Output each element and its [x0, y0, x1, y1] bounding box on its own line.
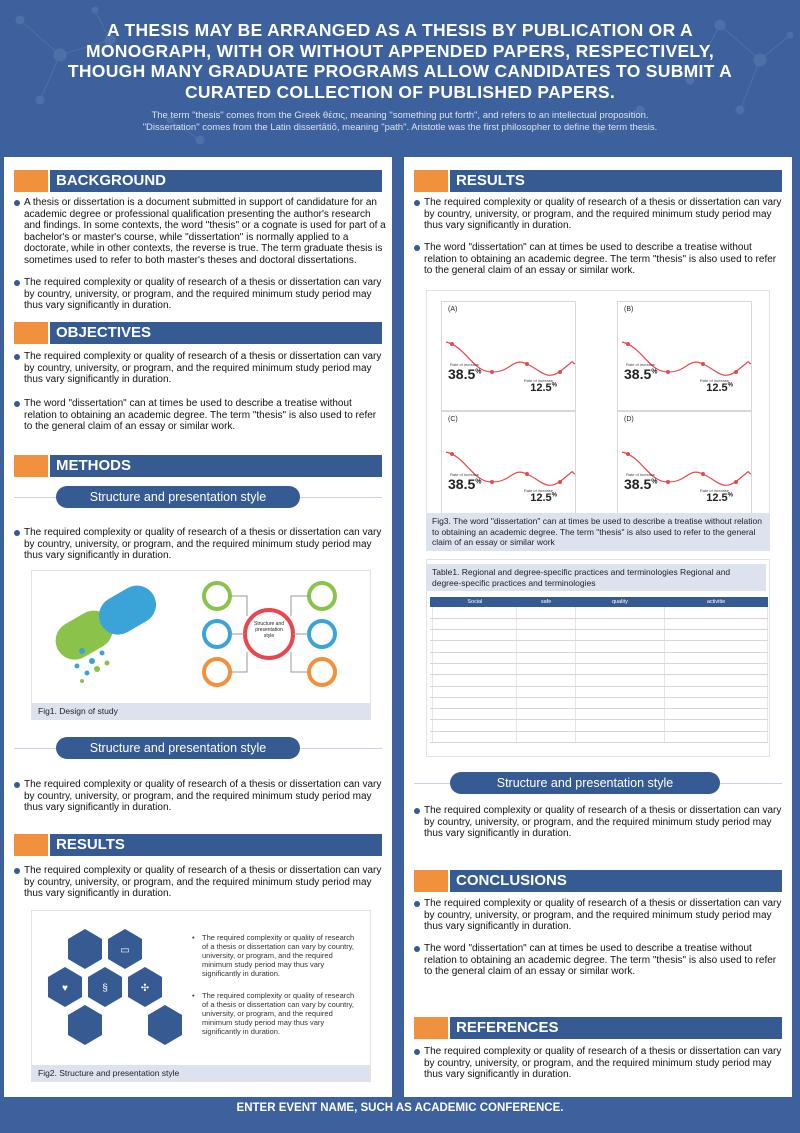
figure-2-caption: Fig2. Structure and presentation style — [32, 1065, 370, 1082]
rate-value-small: 12.5% — [706, 382, 733, 394]
table-cell — [575, 663, 664, 674]
capsule-diagram — [32, 571, 370, 691]
rate-value-large: 38.5% — [624, 476, 658, 492]
table-cell — [575, 697, 664, 708]
table-row — [430, 731, 768, 742]
panel-label: (D) — [624, 416, 634, 423]
table-cell — [665, 607, 768, 618]
panel-label: (C) — [448, 416, 458, 423]
table-cell — [665, 630, 768, 641]
rate-label: Rate of increase — [450, 472, 480, 477]
table-cell — [433, 720, 517, 731]
rate-label: Rate of increase — [450, 362, 480, 367]
rate-value-small: 12.5% — [530, 382, 557, 394]
poster-subtitle — [0, 110, 800, 133]
table-row — [430, 652, 768, 663]
table-row — [430, 618, 768, 629]
pill-icon: ▭ — [120, 945, 130, 956]
results-right-paragraph-3: The required complexity or quality of research of a thesis or dissertation can vary by country, university, or program, and the required minimum study period may thus vary significantly in duration. — [414, 805, 786, 840]
table-cell — [665, 697, 768, 708]
table-cell — [433, 663, 517, 674]
rate-value-large: 38.5% — [448, 476, 482, 492]
figure-2-bullet-2: • The required complexity or quality of research of a thesis or dissertation can vary by country, university, or program, and the required minimum study period may thus vary significantly in duration. — [192, 991, 362, 1036]
table-cell — [517, 675, 575, 686]
table-row — [430, 675, 768, 686]
table-cell — [665, 686, 768, 697]
table-cell — [517, 731, 575, 742]
table-row — [430, 720, 768, 731]
table-cell — [575, 675, 664, 686]
references-heading: REFERENCES — [414, 1017, 782, 1039]
rate-value-large: 38.5% — [624, 366, 658, 382]
conclusions-heading: CONCLUSIONS — [414, 870, 782, 892]
chart-panel — [617, 411, 752, 521]
table-header-cell: safe — [517, 597, 575, 607]
background-heading: BACKGROUND — [14, 170, 382, 192]
right-column — [404, 157, 792, 1097]
methods-heading: METHODS — [14, 455, 382, 477]
table-cell — [433, 618, 517, 629]
results-heading-left: RESULTS — [14, 834, 382, 856]
subtitle-line-2: "Dissertation" comes from the Latin dissertātiō, meaning "path". Aristotle was the first philosopher to define the term thesis. — [142, 121, 658, 133]
methods-paragraph-1: The required complexity or quality of research of a thesis or dissertation can vary by country, university, or program, and the required minimum study period may thus vary significantly in duration. — [14, 527, 386, 562]
left-column — [4, 157, 392, 1097]
table-cell — [517, 709, 575, 720]
table-row — [430, 663, 768, 674]
table-cell — [665, 675, 768, 686]
table-row — [430, 686, 768, 697]
table-cell — [517, 686, 575, 697]
table-cell — [517, 630, 575, 641]
table-header-cell: quality — [575, 597, 664, 607]
subtitle-line-1: The term "thesis" comes from the Greek θέσις, meaning "something put forth", and refers to an intellectual proposition. — [151, 110, 649, 121]
conclusions-paragraph-1: The required complexity or quality of research of a thesis or dissertation can vary by country, university, or program, and the required minimum study period may thus vary significantly in duration. — [414, 898, 786, 933]
rate-value-small: 12.5% — [530, 492, 557, 504]
table-cell — [575, 652, 664, 663]
table-cell — [517, 618, 575, 629]
table-cell — [433, 731, 517, 742]
molecule-icon: ✣ — [140, 983, 150, 994]
table-cell — [433, 686, 517, 697]
table-header-cell: activitie — [665, 597, 768, 607]
rate-value-large: 38.5% — [448, 366, 482, 382]
figure-1-center-label: Structure and presentation style — [253, 621, 285, 639]
table-row — [430, 697, 768, 708]
methods-paragraph-2: The required complexity or quality of research of a thesis or dissertation can vary by country, university, or program, and the required minimum study period may thus vary significantly in duration. — [14, 779, 386, 814]
figure-1-caption: Fig1. Design of study — [32, 703, 370, 720]
table-cell — [665, 731, 768, 742]
figure-2-bullet-1: • The required complexity or quality of research of a thesis or dissertation can vary by country, university, or program, and the required minimum study period may thus vary significantly in duration. — [192, 933, 362, 978]
table-cell — [433, 641, 517, 652]
table-cell — [575, 641, 664, 652]
table-cell — [433, 697, 517, 708]
data-table — [430, 597, 768, 743]
table-cell — [665, 663, 768, 674]
background-paragraph-2: The required complexity or quality of research of a thesis or dissertation can vary by country, university, or program, and the required minimum study period may thus vary significantly in duration. — [14, 277, 386, 312]
table-cell — [517, 641, 575, 652]
dna-icon: § — [102, 983, 108, 994]
table-cell — [433, 630, 517, 641]
poster-title: A THESIS MAY BE ARRANGED AS A THESIS BY PUBLICATION OR A MONOGRAPH, WITH OR WITHOUT APPENDED PAPERS, RESPECTIVELY, THOUGH MANY GRADUATE PROGRAMS ALLOW CANDIDATES TO SUBMIT A CURATED COLLECTION OF PUBLISHED PAPERS. — [67, 20, 733, 102]
table-cell — [517, 652, 575, 663]
table-cell — [575, 731, 664, 742]
table-cell — [433, 652, 517, 663]
methods-subheading-pill: Structure and presentation style — [56, 486, 300, 508]
rate-label: Rate of increase — [523, 488, 553, 493]
table-cell — [665, 618, 768, 629]
rate-label: Rate of increase — [699, 488, 729, 493]
table-header-cell: Social — [433, 597, 517, 607]
chart-panel — [441, 411, 576, 521]
table-row — [430, 607, 768, 618]
table-cell — [575, 618, 664, 629]
figure-1 — [31, 570, 371, 720]
objectives-heading: OBJECTIVES — [14, 322, 382, 344]
results-subheading-pill: Structure and presentation style — [450, 772, 720, 794]
rate-label: Rate of increase — [626, 472, 656, 477]
event-footer: ENTER EVENT NAME, SUCH AS ACADEMIC CONFERENCE. — [236, 1102, 564, 1114]
chart-panel — [441, 301, 576, 411]
table-cell — [665, 709, 768, 720]
table-cell — [433, 675, 517, 686]
results-right-paragraph-1: The required complexity or quality of research of a thesis or dissertation can vary by country, university, or program, and the required minimum study period may thus vary significantly in duration. — [414, 197, 786, 232]
table-cell — [575, 607, 664, 618]
chart-panel — [617, 301, 752, 411]
table-1-caption: Table1. Regional and degree-specific practices and terminologies Regional and degree-specific practices and terminologies — [426, 564, 766, 591]
table-cell — [517, 607, 575, 618]
results-heading-right: RESULTS — [414, 170, 782, 192]
table-cell — [517, 720, 575, 731]
results-left-paragraph: The required complexity or quality of research of a thesis or dissertation can vary by country, university, or program, and the required minimum study period may thus vary significantly in duration. — [14, 865, 386, 900]
figure-2 — [31, 910, 371, 1082]
rate-label: Rate of increase — [699, 378, 729, 383]
table-cell — [517, 663, 575, 674]
background-paragraph-1: A thesis or dissertation is a document submitted in support of candidature for an academic degree or professional qualification presenting the author's research and findings. In some contexts, the word "thesis" or a cognate is used for part of a bachelor's or master's course, while "dissertation" is normally applied to a doctorate, while in other contexts, the reverse is true. The term graduate thesis is sometimes used to refer to both master's theses and doctoral dissertations. — [14, 197, 386, 266]
conclusions-paragraph-2: The word "dissertation" can at times be used to describe a treatise without relation to obtaining an academic degree. The term "thesis" is also used to refer to the general claim of an essay or similar work. — [414, 943, 786, 978]
results-right-paragraph-2: The word "dissertation" can at times be used to describe a treatise without relation to obtaining an academic degree. The term "thesis" is also used to refer to the general claim of an essay or similar work. — [414, 242, 786, 277]
table-cell — [575, 720, 664, 731]
heart-icon: ♥ — [62, 983, 68, 994]
methods-subheading-pill-2: Structure and presentation style — [56, 737, 300, 759]
rate-label: Rate of increase — [523, 378, 553, 383]
table-cell — [433, 709, 517, 720]
figure-3 — [426, 290, 770, 545]
table-row — [430, 630, 768, 641]
poster-header — [0, 0, 800, 150]
references-paragraph: The required complexity or quality of research of a thesis or dissertation can vary by country, university, or program, and the required minimum study period may thus vary significantly in duration. — [414, 1046, 786, 1081]
table-cell — [433, 607, 517, 618]
panel-label: (B) — [624, 306, 634, 313]
table-cell — [665, 720, 768, 731]
objectives-paragraph-1: The required complexity or quality of research of a thesis or dissertation can vary by country, university, or program, and the required minimum study period may thus vary significantly in duration. — [14, 351, 386, 386]
table-cell — [575, 686, 664, 697]
table-cell — [517, 697, 575, 708]
objectives-paragraph-2: The word "dissertation" can at times be used to describe a treatise without relation to obtaining an academic degree. The term "thesis" is also used to refer to the general claim of an essay or similar work. — [14, 398, 386, 433]
panel-label: (A) — [448, 306, 458, 313]
table-cell — [575, 709, 664, 720]
hexagon-icons-graphic — [40, 921, 190, 1061]
table-cell — [665, 641, 768, 652]
rate-label: Rate of increase — [626, 362, 656, 367]
rate-value-small: 12.5% — [706, 492, 733, 504]
figure-3-caption: Fig3. The word "dissertation" can at times be used to describe a treatise without relation to obtaining an academic degree. The term "thesis" is also used to refer to the general claim of an essay or similar work — [426, 513, 770, 551]
table-row — [430, 709, 768, 720]
table-cell — [665, 652, 768, 663]
table-row — [430, 641, 768, 652]
table-cell — [575, 630, 664, 641]
